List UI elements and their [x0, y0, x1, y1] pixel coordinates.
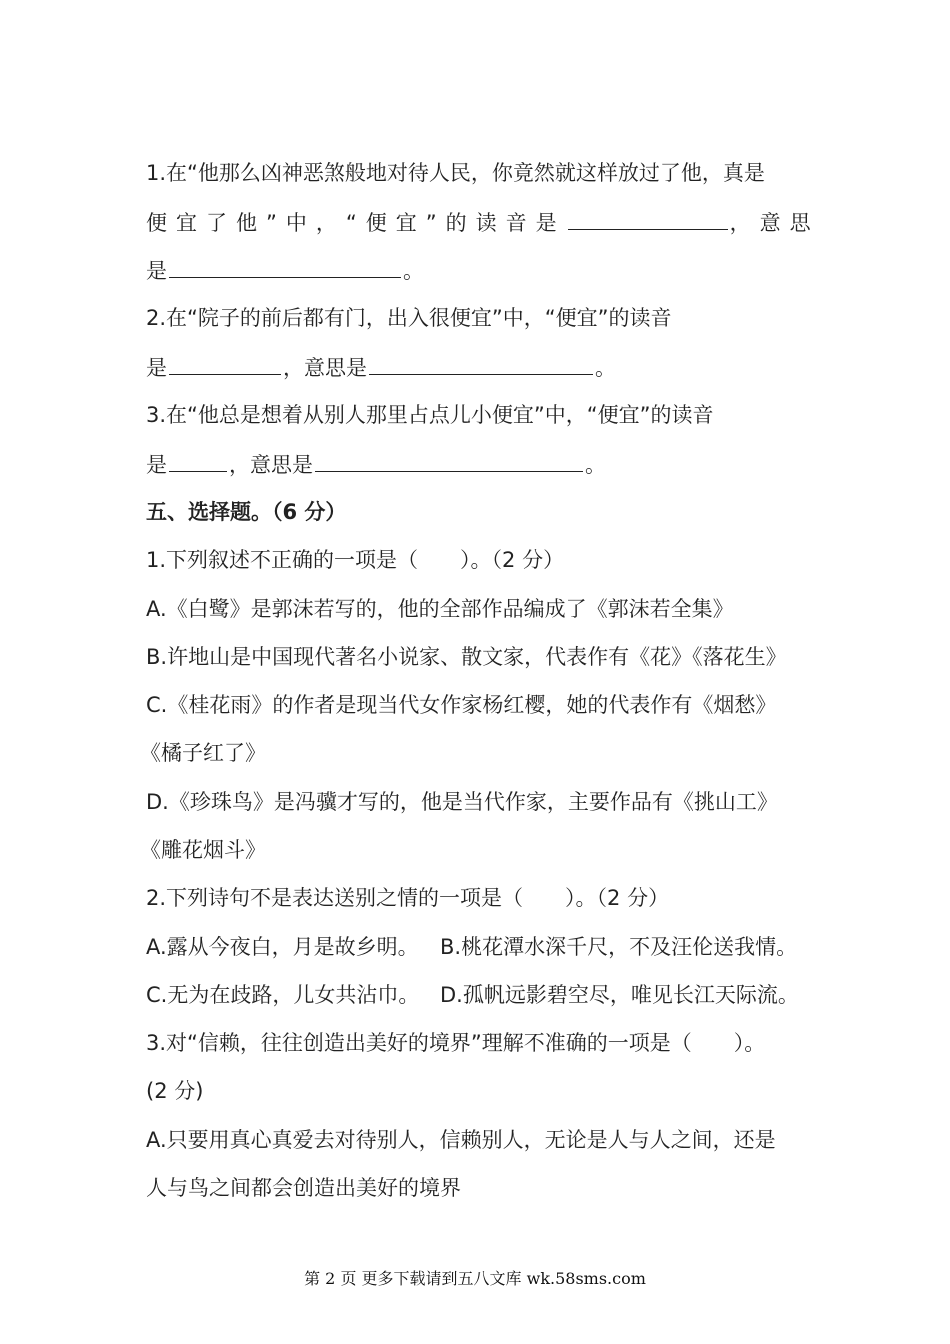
- q5-1-option-d: D.《珍珠鸟》是冯骥才写的，他是当代作家，主要作品有《挑山工》: [146, 790, 778, 814]
- q4-3-line1-text: 3.在“他总是想着从别人那里占点儿小便宜”中，“便宜”的读音: [146, 403, 714, 427]
- q5-2-stem: 2.下列诗句不是表达送别之情的一项是（ ）。（2 分）: [146, 886, 670, 910]
- q5-2-option-d: D.孤帆远影碧空尽，唯见长江天际流。: [440, 983, 799, 1007]
- q4-2-line2-mid: ，意思是: [283, 356, 367, 380]
- q4-3-line2: [146, 449, 606, 480]
- q4-3-line2-end: 。: [585, 453, 606, 477]
- page-footer: 第 2 页 更多下载请到五八文库 wk.58sms.com: [304, 1269, 646, 1288]
- q5-1-option-c: C.《桂花雨》的作者是现当代女作家杨红樱，她的代表作有《烟愁》: [146, 693, 777, 717]
- q5-1-option-d-cont: 《雕花烟斗》: [140, 838, 266, 862]
- q4-1-line3-text: 是: [146, 259, 167, 283]
- q4-2-line2-text: 是: [146, 356, 167, 380]
- q4-2-line1: [146, 303, 672, 333]
- q4-3-line2-text: 是: [146, 453, 167, 477]
- q4-3-line2-mid: ，意思是: [229, 453, 313, 477]
- q5-2-option-a: A.露从今夜白，月是故乡明。: [146, 935, 419, 959]
- q4-1-line1: [146, 158, 765, 188]
- q5-2-option-c: C.无为在歧路，儿女共沾巾。: [146, 983, 420, 1007]
- pronunciation-blank[interactable]: [169, 449, 227, 472]
- q4-1-line1-text: 1.在“他那么凶神恶煞般地对待人民，你竟然就这样放过了他，真是: [146, 161, 765, 185]
- q4-1-line3: [146, 255, 424, 286]
- q4-2-line2: [146, 352, 616, 383]
- q4-1-line2-text: 便宜了他”中，“便宜”的读音是: [146, 211, 566, 235]
- meaning-blank[interactable]: [315, 449, 583, 472]
- q5-1-stem: 1.下列叙述不正确的一项是（ ）。（2 分）: [146, 548, 565, 572]
- q4-2-line2-end: 。: [595, 356, 616, 380]
- q5-3-stem: 3.对“信赖，往往创造出美好的境界”理解不准确的一项是（ ）。: [146, 1031, 766, 1055]
- q5-2-option-b: B.桃花潭水深千尺，不及汪伦送我情。: [440, 935, 798, 959]
- pronunciation-blank[interactable]: [169, 352, 281, 375]
- q5-3-option-a-cont: 人与鸟之间都会创造出美好的境界: [146, 1176, 461, 1200]
- q4-1-line2: [146, 207, 820, 238]
- pronunciation-blank[interactable]: [568, 207, 728, 230]
- q5-1-option-b: B.许地山是中国现代著名小说家、散文家，代表作有《花》《落花生》: [146, 645, 787, 669]
- q5-1-option-a: A.《白鹭》是郭沫若写的，他的全部作品编成了《郭沫若全集》: [146, 597, 734, 621]
- q4-2-line1-text: 2.在“院子的前后都有门，出入很便宜”中，“便宜”的读音: [146, 306, 672, 330]
- q5-3-stem-score: (2 分): [146, 1079, 204, 1103]
- q5-1-option-c-cont: 《橘子红了》: [140, 741, 266, 765]
- meaning-blank[interactable]: [169, 255, 401, 278]
- meaning-blank[interactable]: [369, 352, 593, 375]
- q5-3-option-a: A.只要用真心真爱去对待别人，信赖别人，无论是人与人之间，还是: [146, 1128, 776, 1152]
- q4-3-line1: [146, 400, 714, 430]
- q4-1-line3-end: 。: [403, 259, 424, 283]
- section5-heading: 五、选择题。（6 分）: [146, 500, 347, 524]
- q4-1-line2-text-b: ，意思: [729, 211, 820, 235]
